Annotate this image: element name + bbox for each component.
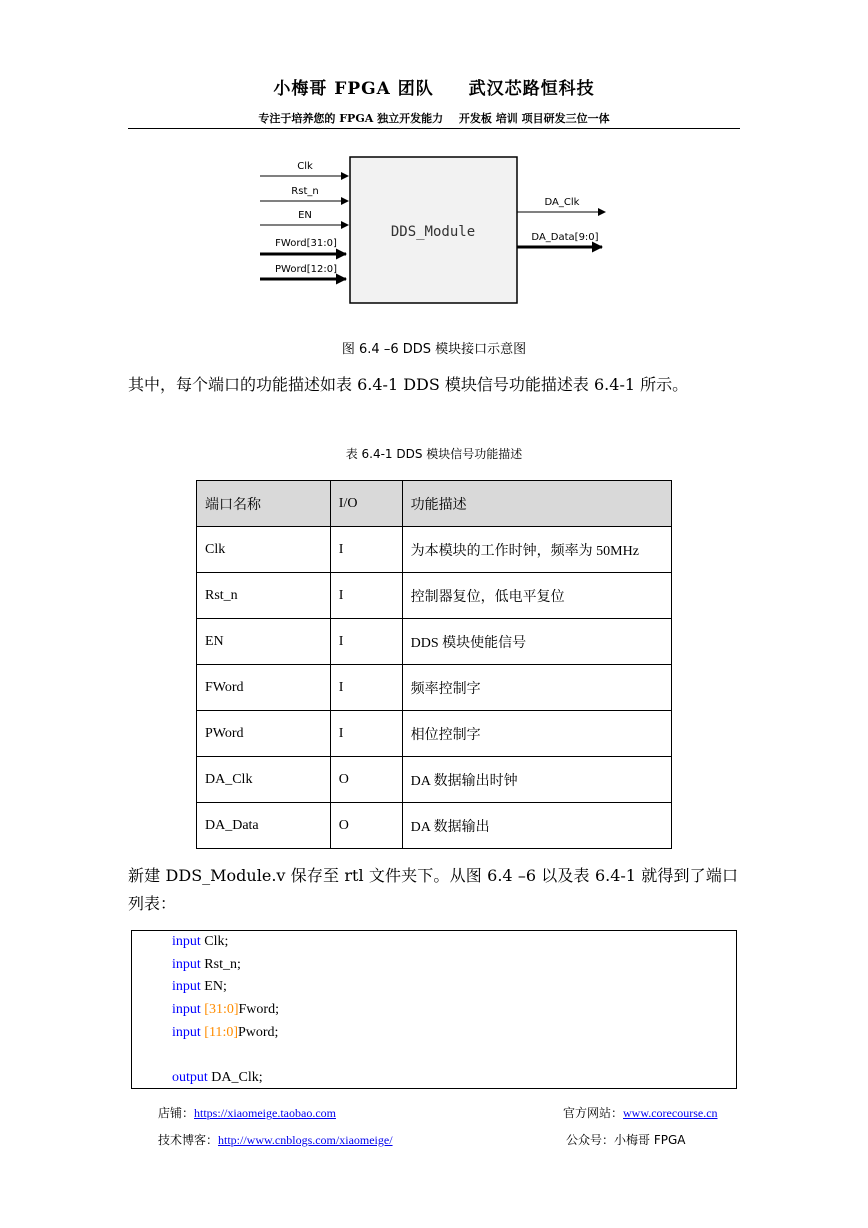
cell-desc: 相位控制字 xyxy=(402,711,671,757)
header-divider xyxy=(128,128,740,129)
cell-port: Clk xyxy=(197,527,331,573)
header-slogan-right: 开发板 培训 项目研发三位一体 xyxy=(458,112,610,125)
cell-port: PWord xyxy=(197,711,331,757)
footer-blog-link[interactable]: http://www.cnblogs.com/xiaomeige/ xyxy=(218,1133,393,1147)
code-text: DA_Clk; xyxy=(207,1070,263,1085)
header-company: 武汉芯路恒科技 xyxy=(468,79,595,99)
header-slogan-left: 专注于培养您的 FPGA 独立开发能力 xyxy=(258,112,444,125)
cell-io: I xyxy=(330,711,402,757)
footer-site-link[interactable]: www.corecourse.cn xyxy=(623,1106,718,1120)
input-label-clk: Clk xyxy=(297,161,313,172)
page-header-title xyxy=(0,74,868,99)
input-label-en: EN xyxy=(298,210,312,221)
header-team: 小梅哥 FPGA 团队 xyxy=(273,79,434,99)
cell-port: DA_Clk xyxy=(197,757,331,803)
footer-site-label: 官方网站： xyxy=(563,1106,624,1120)
code-line xyxy=(172,979,227,995)
cell-desc: DDS 模块使能信号 xyxy=(402,619,671,665)
code-block xyxy=(131,930,737,1089)
code-bracket: ] xyxy=(233,1002,239,1017)
footer-wechat xyxy=(566,1131,685,1148)
module-name: DDS_Module xyxy=(390,224,476,240)
table-row xyxy=(197,619,672,665)
code-colon: : xyxy=(222,1002,227,1017)
footer-blog xyxy=(158,1131,393,1148)
table-row xyxy=(197,803,672,849)
code-line xyxy=(172,934,228,950)
input-label-fword: FWord[31:0] xyxy=(275,238,337,249)
code-text: Pword; xyxy=(238,1025,279,1040)
paragraph-intro: 其中，每个端口的功能描述如表 6.4-1 DDS 模块信号功能描述表 6.4-1 所示。 xyxy=(128,375,689,394)
code-text: Fword; xyxy=(238,1002,279,1017)
code-line xyxy=(172,1070,263,1086)
table-row xyxy=(197,527,672,573)
cell-io: O xyxy=(330,757,402,803)
code-keyword: output xyxy=(172,1070,208,1085)
table-caption: 表 6.4-1 DDS 模块信号功能描述 xyxy=(345,447,523,461)
code-keyword: input xyxy=(172,979,201,994)
code-text: Clk; xyxy=(200,934,229,949)
table-header-row xyxy=(197,481,672,527)
cell-port: FWord xyxy=(197,665,331,711)
cell-desc: 控制器复位，低电平复位 xyxy=(402,573,671,619)
cell-io: I xyxy=(330,573,402,619)
header-description: 功能描述 xyxy=(402,481,671,527)
cell-desc: 为本模块的工作时钟，频率为 50MHz xyxy=(402,527,671,573)
code-text: EN; xyxy=(200,979,227,994)
code-number: 0 xyxy=(226,1025,234,1040)
input-label-rst-n: Rst_n xyxy=(291,186,319,197)
cell-desc: DA 数据输出 xyxy=(402,803,671,849)
footer-blog-label: 技术博客： xyxy=(158,1133,219,1147)
footer-shop xyxy=(158,1104,336,1121)
code-keyword: input xyxy=(172,1002,201,1017)
cell-io: I xyxy=(330,619,402,665)
cell-port: DA_Data xyxy=(197,803,331,849)
cell-io: I xyxy=(330,665,402,711)
figure-caption: 图 6.4 –6 DDS 模块接口示意图 xyxy=(341,342,527,357)
page-header-subtitle xyxy=(0,110,868,126)
code-colon: : xyxy=(222,1025,227,1040)
code-keyword: input xyxy=(172,1025,201,1040)
footer-wechat-name: 小梅哥 FPGA xyxy=(614,1133,686,1147)
table-row xyxy=(197,711,672,757)
paragraph-port-list: 新建 DDS_Module.v 保存至 rtl 文件夹下。从图 6.4 –6 以及表 6.4-1 就得到了端口列表： xyxy=(128,866,738,913)
code-text: Rst_n; xyxy=(200,957,241,972)
output-label-da-clk: DA_Clk xyxy=(544,197,580,208)
table-row xyxy=(197,665,672,711)
output-label-da-data: DA_Data[9:0] xyxy=(531,232,599,243)
code-bracket: ] xyxy=(233,1025,238,1040)
footer-shop-link[interactable]: https://xiaomeige.taobao.com xyxy=(194,1106,336,1120)
code-number: 31 xyxy=(208,1002,223,1017)
code-bracket: [ xyxy=(200,1025,209,1040)
code-number: 0 xyxy=(226,1002,234,1017)
cell-io: I xyxy=(330,527,402,573)
signal-table xyxy=(196,480,672,849)
cell-io: O xyxy=(330,803,402,849)
cell-port: Rst_n xyxy=(197,573,331,619)
dds-module-diagram xyxy=(250,150,620,310)
code-keyword: input xyxy=(172,934,201,949)
footer-wechat-label: 公众号： xyxy=(566,1133,615,1147)
header-io: I/O xyxy=(330,481,402,527)
code-number: 11 xyxy=(208,1025,223,1040)
table-row xyxy=(197,757,672,803)
input-label-pword: PWord[12:0] xyxy=(275,264,337,275)
code-line xyxy=(172,1002,279,1018)
cell-desc: 频率控制字 xyxy=(402,665,671,711)
table-row xyxy=(197,573,672,619)
header-port-name: 端口名称 xyxy=(197,481,331,527)
code-keyword: input xyxy=(172,957,201,972)
cell-port: EN xyxy=(197,619,331,665)
footer-site xyxy=(563,1104,718,1121)
code-bracket: [ xyxy=(200,1002,209,1017)
code-line xyxy=(172,1025,278,1041)
footer-shop-label: 店铺： xyxy=(158,1106,195,1120)
code-line xyxy=(172,957,241,973)
cell-desc: DA 数据输出时钟 xyxy=(402,757,671,803)
